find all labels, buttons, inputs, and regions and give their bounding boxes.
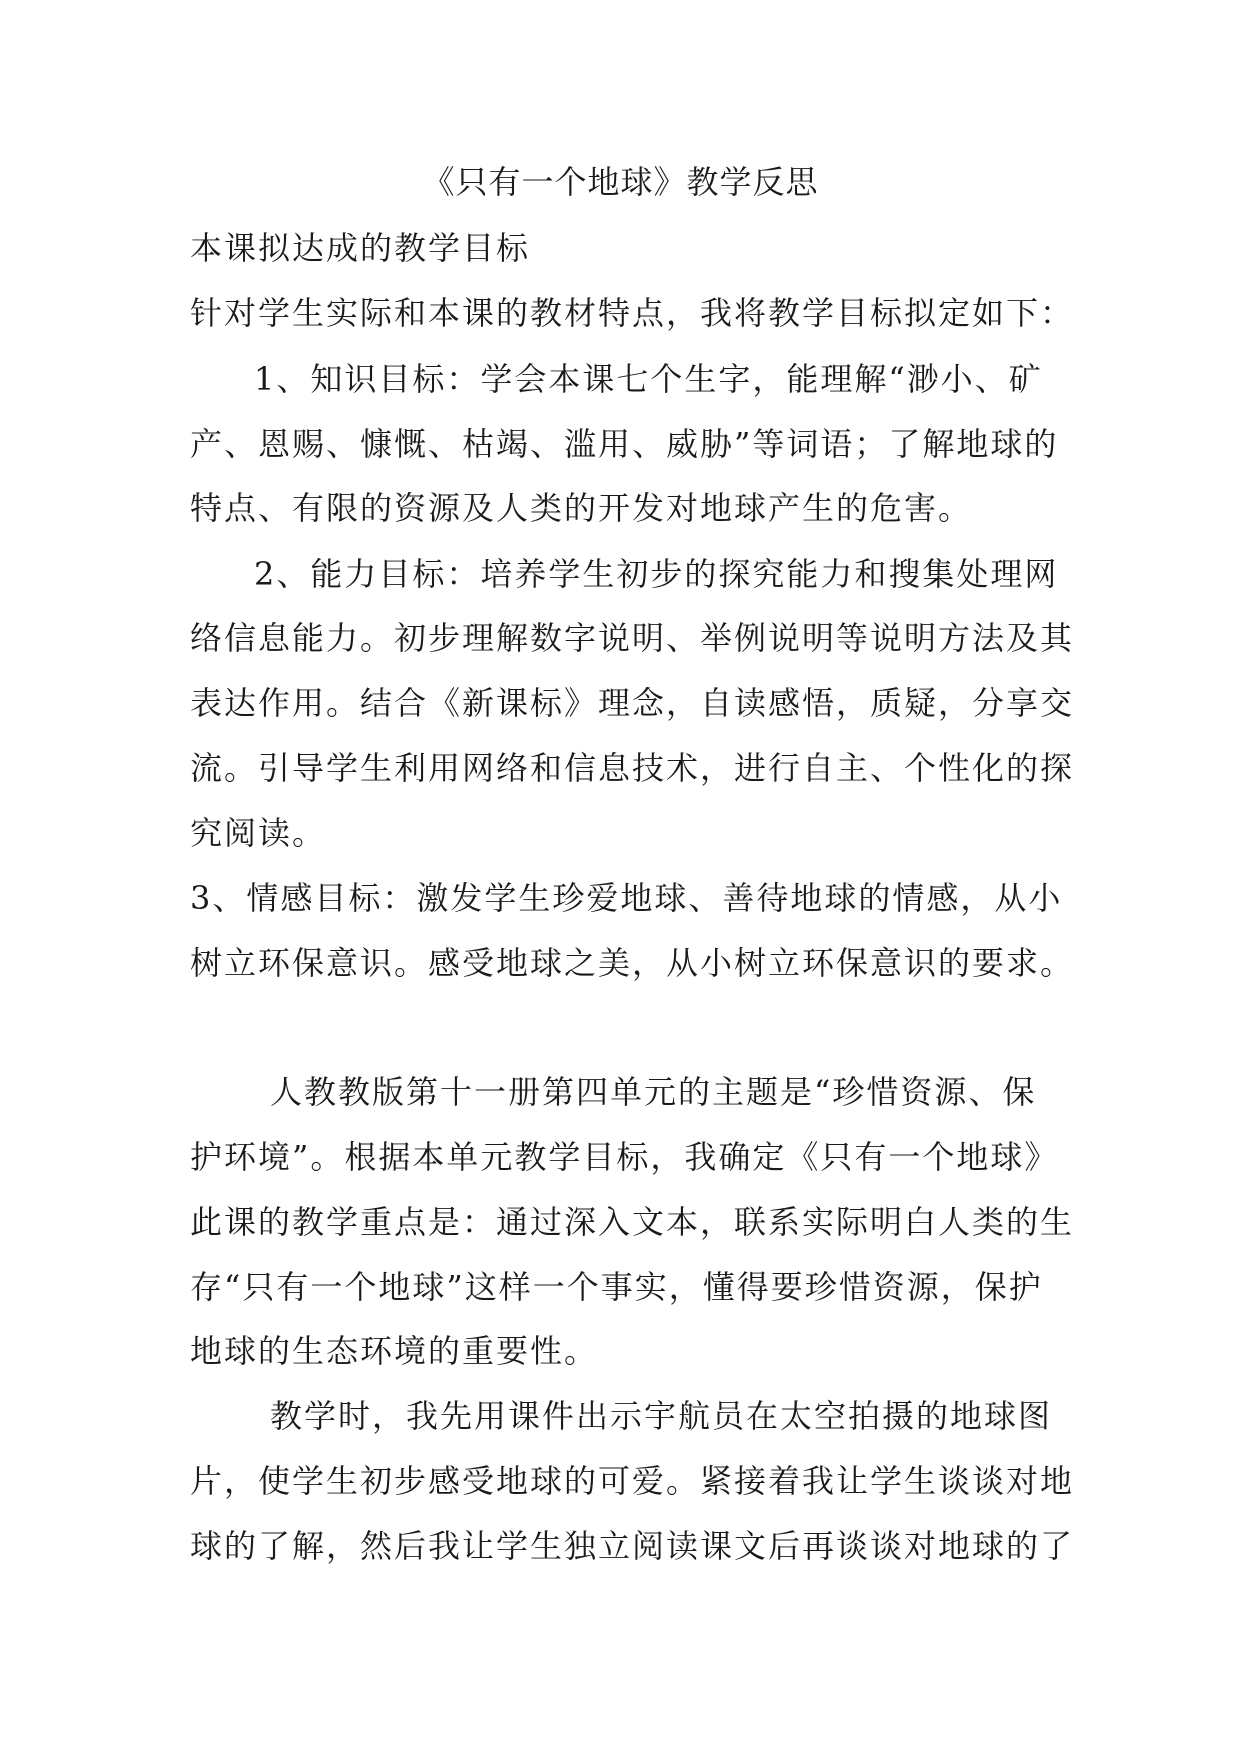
document-title: 《只有一个地球》教学反思 <box>422 163 819 201</box>
para2-line2: 片，使学生初步感受地球的可爱。紧接着我让学生谈谈对地 <box>190 1462 1075 1500</box>
goal2-line5: 究阅读。 <box>190 814 327 852</box>
goal2-line3: 表达作用。结合《新课标》理念，自读感悟，质疑，分享交 <box>190 684 1075 722</box>
goal1-line2: 产、恩赐、慷慨、枯竭、滥用、威胁”等词语；了解地球的 <box>190 425 1059 463</box>
section-heading: 本课拟达成的教学目标 <box>190 229 531 267</box>
para2-line1: 教学时，我先用课件出示宇航员在太空拍摄的地球图 <box>270 1397 1053 1435</box>
goal2-line4: 流。引导学生利用网络和信息技术，进行自主、个性化的探 <box>190 749 1075 787</box>
para1-line2: 护环境”。根据本单元教学目标，我确定《只有一个地球》 <box>190 1138 1059 1176</box>
para1-line4: 存“只有一个地球”这样一个事实，懂得要珍惜资源，保护 <box>190 1268 1043 1306</box>
goal3-line2: 树立环保意识。感受地球之美，从小树立环保意识的要求。 <box>190 944 1075 982</box>
goal2-line1: 2、能力目标：培养学生初步的探究能力和搜集处理网 <box>254 555 1059 593</box>
intro-line: 针对学生实际和本课的教材特点，我将教学目标拟定如下： <box>190 294 1075 332</box>
goal1-line1: 1、知识目标：学会本课七个生字，能理解“渺小、矿 <box>254 360 1043 398</box>
para1-line3: 此课的教学重点是：通过深入文本，联系实际明白人类的生 <box>190 1203 1075 1241</box>
para1-line1: 人教教版第十一册第四单元的主题是“珍惜资源、保 <box>270 1073 1037 1111</box>
para1-line5: 地球的生态环境的重要性。 <box>190 1332 599 1370</box>
goal3-line1: 3、情感目标：激发学生珍爱地球、善待地球的情感，从小 <box>190 879 1063 917</box>
goal1-line3: 特点、有限的资源及人类的开发对地球产生的危害。 <box>190 489 973 527</box>
para2-line3: 球的了解，然后我让学生独立阅读课文后再谈谈对地球的了 <box>190 1527 1075 1565</box>
goal2-line2: 络信息能力。初步理解数字说明、举例说明等说明方法及其 <box>190 619 1075 657</box>
